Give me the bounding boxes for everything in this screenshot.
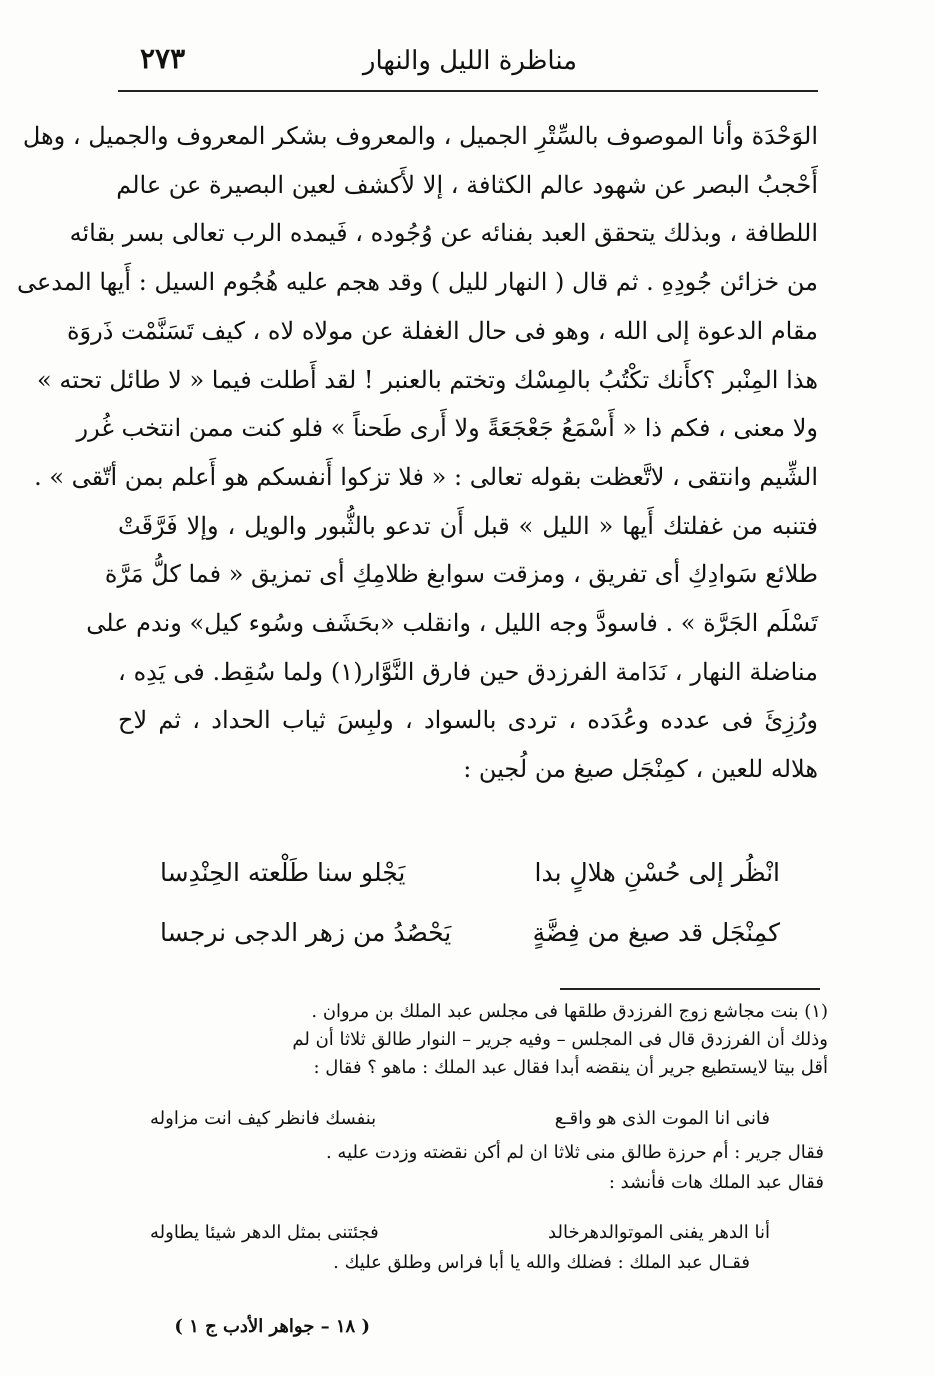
- page-number: ٢٧٣: [140, 42, 186, 75]
- poem-verse: [160, 918, 780, 958]
- text-line: أَحْجبُ البصر عن شهود عالم الكثافة ، إلا لأَكشف لعين البصيرة عن عالم: [116, 170, 818, 199]
- footnote-line: وذلك أن الفرزدق قال فى المجلس – وفيه جرير – النوار طالق ثلاثا أن لم: [292, 1029, 828, 1050]
- header-rule: [118, 90, 818, 92]
- text-line: الوَحْدَة وأنا الموصوف بالسِّتْرِ الجميل ، والمعروف بشكر المعروف والجميل ، وهل: [22, 122, 818, 150]
- verse-first-hemistich: أنا الدهر يفنى الموتوالدهرخالد: [548, 1222, 770, 1243]
- text-line: الشِّيم وانتقى ، لاتَّعظت بقوله تعالى : « فلا تزكوا أَنفسكم هو أَعلم بمن أتّقى » .: [34, 462, 818, 491]
- footnote-verse: [150, 1108, 770, 1134]
- footnote-line: (١) بنت مجاشع زوج الفرزدق طلقها فى مجلس عبد الملك بن مروان .: [311, 1001, 828, 1022]
- footnote: [118, 998, 828, 1082]
- footnote-line: فقال عبد الملك هات فأنشد :: [608, 1172, 824, 1193]
- main-text: [16, 112, 818, 794]
- footnote-rule: [560, 988, 820, 990]
- text-line: اللطافة ، وبذلك يتحقق العبد بفنائه عن وُجُوده ، فَيمده الرب تعالى بسر بقائه: [69, 219, 818, 248]
- footnote-line: فقال جرير : أم حرزة طالق منى ثلاثا ان لم أكن نقضته وزدت عليه .: [325, 1142, 824, 1163]
- text-line: من خزائن جُودِهِ . ثم قال ( النهار لليل ) وقد هجم عليه هُجُوم السيل : أَيها المدعى: [16, 268, 818, 297]
- text-line: ورُزِئَ فى عدده وعُدَده ، تردى بالسواد ، ولبِسَ ثياب الحداد ، ثم لاح: [118, 706, 818, 735]
- footnote-line: أقل بيتا لايستطيع جرير أن ينقضه أبدا فقال عبد الملك : ماهو ؟ فقال :: [313, 1057, 828, 1078]
- poem-verse: [160, 858, 780, 898]
- verse-first-hemistich: كمِنْجَل قد صيغ من فِضَّةٍ: [532, 918, 780, 947]
- text-line: طلائع سَوادِكِ أى تفريق ، ومزقت سوابغ ظلامِكِ أى تمزيق « فما كلُّ مَرَّة: [104, 560, 818, 589]
- text-line: مقام الدعوة إلى الله ، وهو فى حال الغفلة عن مولاه لاه ، كيف تَسَنَّمْت ذَروَة: [66, 316, 818, 345]
- printer-signature: ( ١٨ – جواهر الأدب ج ١ ): [174, 1316, 370, 1337]
- text-line: فتنبه من غفلتك أَيها « الليل » قبل أَن تدعو بالثُّبور والويل ، وإلا فَرَّقَتْ: [118, 511, 818, 540]
- running-header: [120, 40, 820, 86]
- verse-first-hemistich: انْظُر إلى حُسْنِ هلالٍ بدا: [534, 858, 780, 887]
- text-line: تَسْلَم الجَرَّة » . فاسودَّ وجه الليل ، وانقلب «بحَشَف وسُوء كيل» وندم على: [86, 609, 818, 638]
- text-line: هذا المِنْبر ؟كأَنك تكْتُبُ بالمِسْك وتختم بالعنبر ! لقد أَطلت فيما « لا طائل تحته »: [37, 365, 818, 394]
- verse-second-hemistich: يَحْصُدُ من زهر الدجى نرجسا: [160, 918, 452, 947]
- text-line: مناضلة النهار ، نَدَامة الفرزدق حين فارق النَّوَّار(١) ولما سُقِط. فى يَدِه ،: [118, 657, 818, 686]
- running-title: مناظرة الليل والنهار: [362, 46, 578, 76]
- footnote-verse: [150, 1222, 770, 1248]
- verse-second-hemistich: فجئتنى بمثل الدهر شيئا يطاوله: [150, 1222, 379, 1243]
- verse-second-hemistich: بنفسك فانظر كيف انت مزاوله: [150, 1108, 377, 1129]
- verse-first-hemistich: فانى انا الموت الذى هو واقـع: [554, 1108, 770, 1129]
- text-line: هلاله للعين ، كمِنْجَل صيغ من لُجين :: [463, 755, 818, 784]
- text-line: ولا معنى ، فكم ذا « أَسْمَعُ جَعْجَعَةً ولا أَرى طَحناً » فلو كنت ممن انتخب غُرر: [76, 414, 818, 443]
- footnote-line: فقـال عبد الملك : فضلك والله يا أبا فراس وطلق عليك .: [333, 1252, 750, 1273]
- verse-second-hemistich: يَجْلو سنا طَلْعته الحِنْدِسا: [160, 858, 406, 887]
